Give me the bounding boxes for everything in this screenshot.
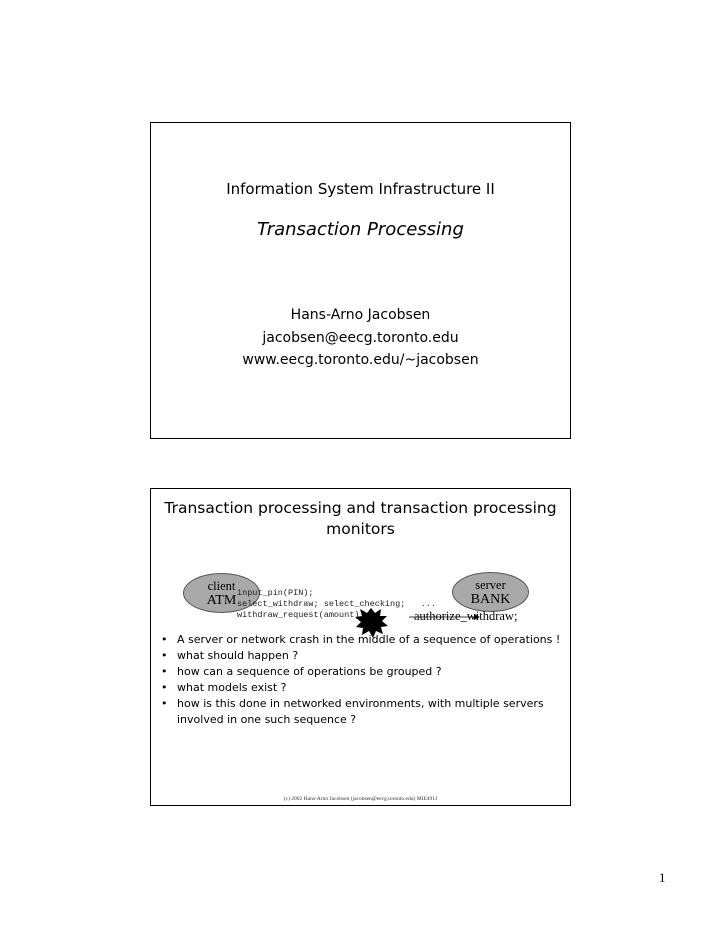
- server-bank-node: [452, 572, 529, 612]
- bullet-icon: •: [161, 697, 168, 710]
- bullet-icon: •: [161, 681, 168, 694]
- bullet-item: [159, 680, 561, 696]
- server-label: server: [475, 578, 506, 592]
- atm-label: ATM: [206, 593, 237, 608]
- slide1-heading: Information System Infrastructure II: [226, 180, 495, 198]
- bullet-text: A server or network crash in the middle of a sequence of operations !: [177, 633, 561, 646]
- bullet-icon: •: [161, 649, 168, 662]
- bullet-item: [159, 648, 561, 664]
- bullet-list: [159, 632, 561, 728]
- bullet-icon: •: [161, 633, 168, 646]
- code-line-input-pin: input_pin(PIN);: [237, 588, 314, 598]
- bullet-text: how can a sequence of operations be grouped ?: [177, 665, 442, 678]
- slide-1: [150, 122, 571, 439]
- bullet-item: [159, 632, 561, 648]
- bullet-text: how is this done in networked environments, with multiple servers involved in one such sequence ?: [177, 697, 544, 726]
- author-name: Hans-Arno Jacobsen: [290, 307, 431, 323]
- authorize-withdraw-label: authorize_withdraw;: [414, 609, 518, 623]
- bullet-item: [159, 696, 561, 728]
- slide2-title: Transaction processing and transaction processing monitors: [164, 499, 557, 538]
- author-email: jacobsen@eecg.toronto.edu: [262, 330, 459, 346]
- slide-2: [150, 488, 571, 806]
- client-label: client: [207, 579, 236, 593]
- slide-footer: (c) 2002 Hans-Arno Jacobsen (jacobsen@eecg.toronto.edu) MIE491J: [283, 796, 438, 802]
- bank-label: BANK: [470, 592, 511, 607]
- bullet-text: what models exist ?: [177, 681, 287, 694]
- page-number: 1: [659, 870, 666, 885]
- bullet-item: [159, 664, 561, 680]
- bullet-icon: •: [161, 665, 168, 678]
- code-line-withdraw-request: withdraw_request(amount);: [237, 610, 365, 620]
- bullet-text: what should happen ?: [177, 649, 299, 662]
- author-url: www.eecg.toronto.edu/~jacobsen: [242, 352, 479, 368]
- slide1-subtitle: Transaction Processing: [257, 219, 464, 240]
- code-line-select: select_withdraw; select_checking; ...: [237, 599, 436, 609]
